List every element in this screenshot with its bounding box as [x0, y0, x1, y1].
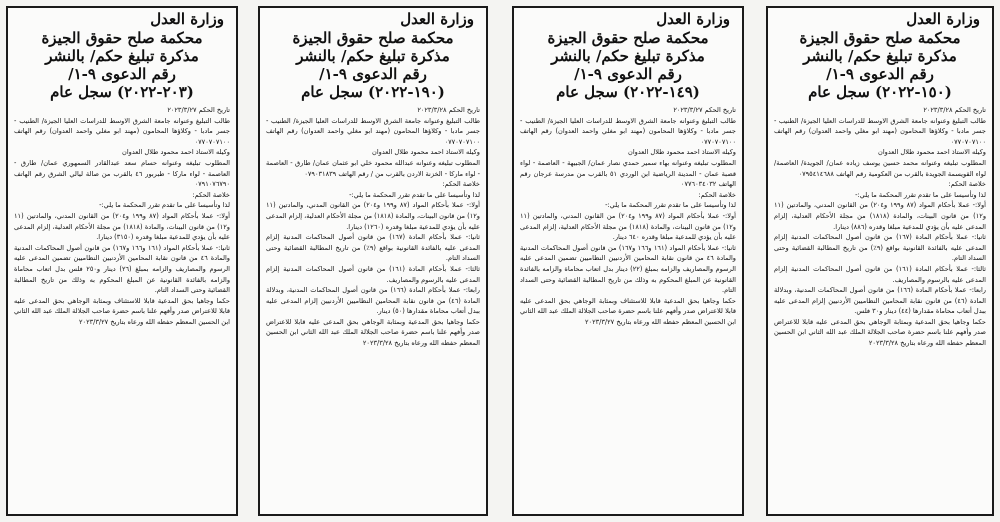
attorney: وكيله الاستاذ احمد محمود طلال العدوان — [627, 148, 736, 157]
summary-heading: خلاصة الحكم: — [442, 180, 480, 189]
court-title: محكمة صلح حقوق الجيزة — [547, 29, 709, 47]
ruling-first: أولا:- عملا بأحكام المواد (٨٧ و١٩٩ و٢٠٤) من القانون المدني، والمادتين (١١ و١٢) من قانون البينات، والمادة (١٨١٨) من مجلة الأحكام العدلية، إلزام المدعى عليه بأن يؤدي للمدعية مبلغا وقدره (٣١٥٠) دينارا. — [14, 211, 230, 242]
ruling-third: ثالثا:- عملا بأحكام المادة (١٦١) من قانون أصول المحاكمات المدنية إلزام المدعى عليه بالرسوم والمصاريف. — [266, 264, 481, 284]
notice-case-149 — [512, 6, 744, 516]
case-year: (١٩٠-٢٠٢٢) — [368, 83, 445, 101]
ruling-second: ثانيا:- عملا بأحكام المواد (١٦١ و١٦٦ و١٦٧) من قانون أصول المحاكمات المدنية والمادة ٤٦ من قانون نقابة المحامين الأردنيين النظاميين تضمين المدعى عليه الرسوم والمصاريف والزامه بمبلغ (٢٢) دينار بدل اتعاب محاماة والزامه بالفائدة القانونية عن المبلغ المحكوم به وذلك من تاريخ المطالبة القضائية وحتى السداد التام. — [520, 243, 737, 295]
case-number: رقم الدعوى ٩-١/ — [319, 65, 427, 83]
ministry-title: وزارة العدل — [906, 10, 980, 28]
notice-header — [14, 12, 230, 100]
case-year-register — [774, 85, 986, 100]
register-type: سجل عام — [50, 83, 112, 101]
case-number: رقم الدعوى ٩-١/ — [68, 65, 176, 83]
judgment-date: تاريخ الحكم ٢٠٢٣/٣/٢٧ — [167, 106, 230, 114]
notice-case-150 — [766, 6, 994, 516]
ruling-closing: حكما وجاهيا بحق المدعية قابلا للاستئناف وبمثابة الوجاهي بحق المدعى عليه قابلا للاعتراض صدر وأفهم علنا باسم حضرة صاحب الجلالة الملك عبد الله الثاني ابن الحسين المعظم حفظه الله ورعاه بتاريخ ٢٠٢٣/٣/٢٧ — [14, 296, 230, 326]
register-type: سجل عام — [556, 83, 618, 101]
requester: طالب التبليغ وعنوانه جامعة الشرق الاوسط للدراسات العليا الجيزة/ الطنيب - جسر مادبا - وكلاؤها المحامون (مهند ابو مغلي واحمد العدوان) رقم الهاتف ٠٧٧٠٧٠٧١٠٠ — [14, 116, 230, 146]
case-number: رقم الدعوى ٩-١/ — [574, 65, 682, 83]
ruling-intro: لذا وتأسيسا على ما تقدم تقرر المحكمة ما يلي:- — [605, 201, 736, 210]
notice-header — [520, 12, 736, 100]
case-number: رقم الدعوى ٩-١/ — [826, 65, 934, 83]
ruling-first: أولا:- عملا بأحكام المواد (٨٧ و١٩٩ و٢٠٤) من القانون المدني، والمادتين (١١ و١٢) من قانون البينات، والمادة (١٨١٨) من مجلة الأحكام العدلية، إلزام المدعى عليه بأن يؤدي للمدعية مبلغا وقدره ٦٤٠ دينار. — [520, 211, 736, 242]
summary-heading: خلاصة الحكم: — [698, 190, 736, 199]
memo-title: مذكرة تبليغ حكم/ بالنشر — [803, 47, 957, 65]
ruling-intro: لذا وتأسيسا على ما تقدم تقرر المحكمة ما يلي:- — [855, 190, 986, 199]
court-title: محكمة صلح حقوق الجيزة — [799, 29, 961, 47]
respondent: المطلوب تبليغه وعنوانه بهاء سمير حمدي نصار عمان/ الجبيهة - العاصمة - لواء قصبة عمان - المدينة الرياضية ابن الوردي ٥١ بالقرب من مدرسة عرجان رقم الهاتف ٠٧٧٦٠٣٤٠٣٢ — [520, 158, 737, 189]
attorney: وكيله الاستاذ احمد محمود طلال العدوان — [877, 148, 986, 157]
notice-header — [266, 12, 480, 100]
notice-body — [774, 105, 986, 349]
court-title: محكمة صلح حقوق الجيزة — [41, 29, 203, 47]
court-title: محكمة صلح حقوق الجيزة — [292, 29, 454, 47]
case-year-register — [14, 85, 230, 100]
case-year: (١٤٩-٢٠٢٢) — [623, 83, 700, 101]
ruling-fourth: رابعا:- عملا بأحكام المادة (١٦٦) من قانون أصول المحاكمات المدنية، وبدلالة المادة (٤٦) من قانون نقابة المحامين النظاميين الأردنيين إلزام المدعى عليه ببدل أتعاب محاماة مقدارها (٥٠) دينار. — [266, 286, 480, 316]
ruling-second: ثانيا:- عملا بأحكام المواد (١٦١ و١٦٦ و١٦٧) من قانون أصول المحاكمات المدنية والمادة ٤٦ من قانون نقابة المحامين الأردنيين النظاميين تضمين المدعى عليه الرسوم والمصاريف والزامه بمبلغ (٢٦) دينار و٢٥٠ فلس بدل اتعاب محاماة والزامه بالفائدة القانونية عن المبلغ المحكوم به وذلك من تاريخ المطالبة القضائية وحتى السداد التام. — [14, 243, 231, 295]
ruling-closing: حكما وجاهيا بحق المدعية قابلا للاستئناف وبمثابة الوجاهي بحق المدعى عليه قابلا للاعتراض صدر وأفهم علنا باسم حضرة صاحب الجلالة الملك عبد الله الثاني ابن الحسين المعظم حفظه الله ورعاه بتاريخ ٢٠٢٣/٣/٢٧ — [520, 296, 736, 326]
respondent: المطلوب تبليغه وعنوانه عبدالله محمود خلي ابو عثمان عمان/ طارق - العاصمة - لواء ماركا - الخزنة الاردن بالقرب من / رقم الهاتف ٠٧٩٠٣١٨٣٩ — [266, 158, 480, 178]
ruling-first: أولا:- عملا بأحكام المواد (٨٧ و١٩٩ و٢٠٤) من القانون المدني، والمادتين (١١ و١٢) من قانون البينات، والمادة (١٨١٨) من مجلة الأحكام العدلية، إلزام المدعى عليه بأن يؤدي للمدعية مبلغا وقدره (٨٨٦) دينارا. — [774, 201, 987, 231]
memo-title: مذكرة تبليغ حكم/ بالنشر — [45, 47, 199, 65]
requester: طالب التبليغ وعنوانه جامعة الشرق الاوسط للدراسات العليا الجيزة/ الطنيب - جسر مادبا - وكلاؤها المحامون (مهند ابو مغلي واحمد العدوان) رقم الهاتف ٠٧٧٠٧٠٧١٠٠ — [520, 116, 736, 146]
notice-case-190 — [258, 6, 488, 516]
attorney: وكيله الاستاذ احمد محمود طلال العدوان — [371, 148, 480, 157]
summary-heading: خلاصة الحكم: — [948, 180, 986, 189]
register-type: سجل عام — [301, 83, 363, 101]
ruling-fourth: رابعا:- عملا بأحكام المادة (١٦٦) من قانون أصول المحاكمات المدنية، وبدلالة المادة (٤٦) من قانون نقابة المحامين النظاميين الأردنيين إلزام المدعى عليه ببدل أتعاب محاماة مقدارها (٤٤) دينار و٣٠ فلس. — [774, 286, 986, 316]
case-year: (١٥٠-٢٠٢٢) — [875, 83, 952, 101]
summary-heading: خلاصة الحكم: — [192, 190, 230, 199]
case-year-register — [520, 85, 736, 100]
case-year: (٢٠٣-٢٠٢٢) — [117, 83, 194, 101]
ruling-second: ثانيا:- عملا بأحكام المادة (١٦٧) من قانون أصول المحاكمات المدنية إلزام المدعى عليه بالفائدة القانونية بواقع (٩٪) من تاريخ المطالبة القضائية وحتى السداد التام. — [774, 233, 987, 263]
ruling-closing: حكما وجاهيا بحق المدعية وبمثابة الوجاهي بحق المدعى عليه قابلا للاعتراض صدر وأفهم علنا باسم حضرة صاحب الجلالة الملك عبد الله الثاني ابن الحسين المعظم حفظه الله ورعاه بتاريخ ٢٠٢٣/٣/٢٨ — [774, 317, 986, 348]
notice-body — [520, 105, 736, 327]
register-type: سجل عام — [808, 83, 870, 101]
ruling-first: أولا:- عملا بأحكام المواد (٨٧ و١٩٩ و٢٠٤) من القانون المدني، والمادتين (١١ و١٢) من قانون البينات، والمادة (١٨١٨) من مجلة الأحكام العدلية، إلزام المدعى عليه بأن يؤدي للمدعية مبلغا وقدره (١٢٦٠) دينارا. — [266, 201, 481, 231]
ruling-closing: حكما وجاهيا بحق المدعية وبمثابة الوجاهي بحق المدعى عليه قابلا للاعتراض صدر وأفهم علنا باسم حضرة صاحب الجلالة الملك عبد الله الثاني ابن الحسين المعظم حفظه الله ورعاه بتاريخ ٢٠٢٣/٣/٢٨ — [266, 317, 480, 348]
memo-title: مذكرة تبليغ حكم/ بالنشر — [296, 47, 450, 65]
ministry-title: وزارة العدل — [656, 10, 730, 28]
ruling-intro: لذا وتأسيسا على ما تقدم تقرر المحكمة ما يلي:- — [99, 201, 230, 210]
judgment-date: تاريخ الحكم ٢٠٢٣/٣/٢٨ — [417, 106, 480, 114]
attorney: وكيله الاستاذ احمد محمود طلال العدوان — [121, 148, 230, 157]
ruling-third: ثالثا:- عملا بأحكام المادة (١٦١) من قانون أصول المحاكمات المدنية إلزام المدعى عليه بالرسوم والمصاريف. — [774, 264, 987, 284]
requester: طالب التبليغ وعنوانه جامعة الشرق الاوسط للدراسات العليا الجيزة/ الطنيب - جسر مادبا - وكلاؤها المحامون (مهند ابو مغلي واحمد العدوان) رقم الهاتف ٠٧٧٠٧٠٧١٠٠ — [774, 116, 986, 146]
case-year-register — [266, 85, 480, 100]
notice-body — [14, 105, 230, 327]
respondent: المطلوب تبليغه وعنوانه حسام سعد عبدالقادر السمهوري عمان/ طارق - العاصمة - لواء ماركا - طبربور ٤٦ بالقرب من صالة ليالي الشرق رقم الهاتف ٠٧٩١٠٧٦٧٩٠ — [14, 158, 230, 189]
notice-header — [774, 12, 986, 100]
respondent: المطلوب تبليغه وعنوانه محمد حسين يوسف زياده عمان/ الجويدة/ العاصمة/ لواء القويسمة الجويدة بالقرب من العكومية رقم الهاتف ٠٧٩٥٤١٤٦٨٨ — [774, 158, 986, 178]
ruling-second: ثانيا:- عملا بأحكام المادة (١٦٧) من قانون أصول المحاكمات المدنية إلزام المدعى عليه بالفائدة القانونية بواقع (٩٪) من تاريخ المطالبة القضائية وحتى السداد التام. — [266, 233, 480, 263]
memo-title: مذكرة تبليغ حكم/ بالنشر — [551, 47, 705, 65]
judgment-date: تاريخ الحكم ٢٠٢٣/٣/٢٧ — [673, 106, 736, 114]
notice-body — [266, 105, 480, 349]
ruling-intro: لذا وتأسيسا على ما تقدم تقرر المحكمة ما يلي:- — [349, 190, 480, 199]
ministry-title: وزارة العدل — [400, 10, 474, 28]
requester: طالب التبليغ وعنوانه جامعة الشرق الاوسط للدراسات العليا الجيزة/ الطنيب - جسر مادبا - وكلاؤها المحامون (مهند ابو مغلي واحمد العدوان) رقم الهاتف ٠٧٧٠٧٠٧١٠٠ — [266, 116, 480, 146]
ministry-title: وزارة العدل — [150, 10, 224, 28]
judgment-date: تاريخ الحكم ٢٠٢٣/٣/٢٨ — [923, 106, 986, 114]
notice-case-203 — [6, 6, 238, 516]
